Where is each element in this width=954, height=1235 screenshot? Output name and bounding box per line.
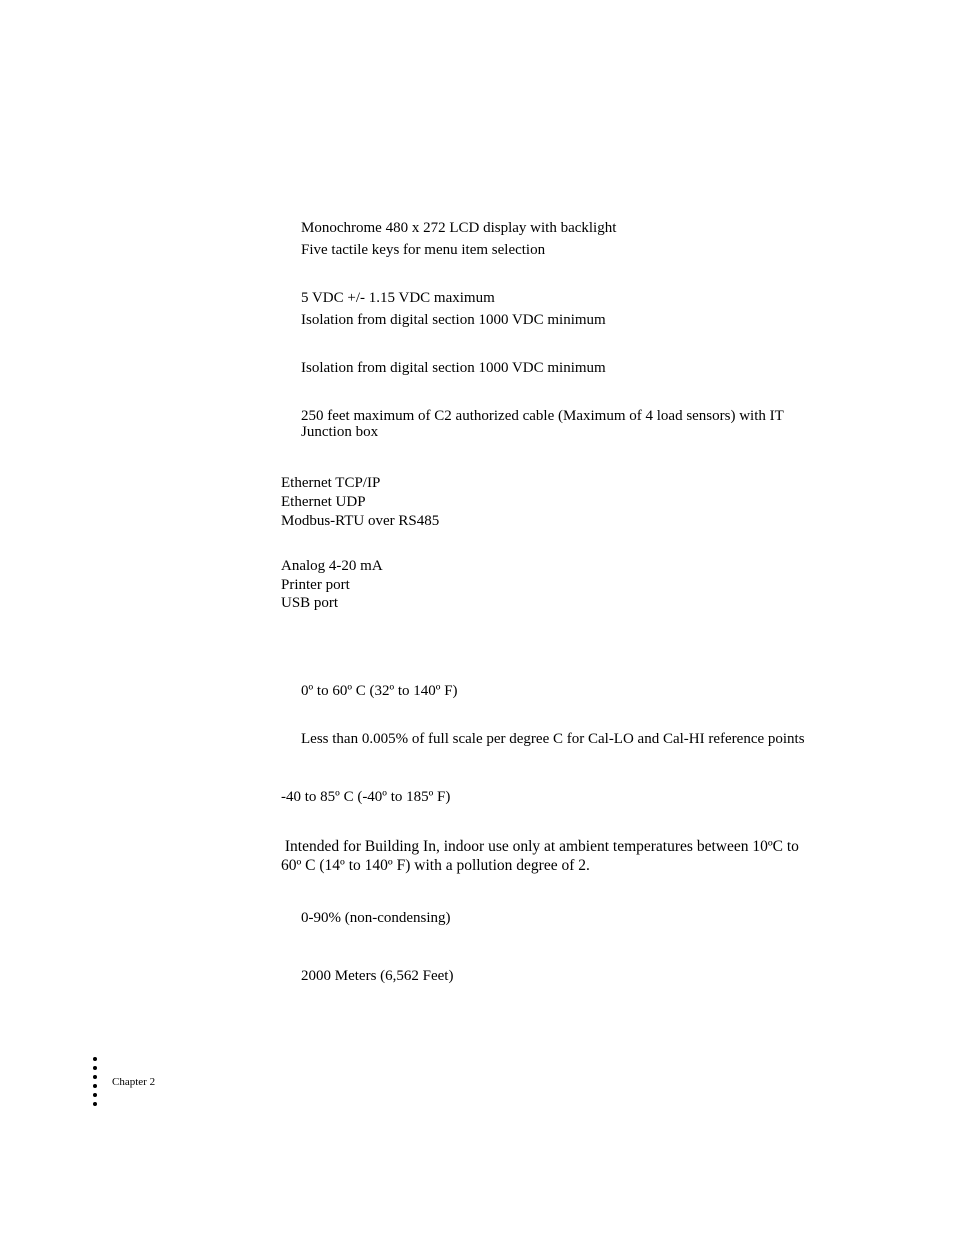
footer-dot <box>93 1084 97 1088</box>
comm-item: Ethernet TCP/IP <box>281 475 381 491</box>
excitation-isolation-line: Isolation from digital section 1000 VDC minimum <box>301 312 606 328</box>
option-item: USB port <box>281 595 339 611</box>
comm-item: Modbus-RTU over RS485 <box>281 513 440 529</box>
environmental-note-line: Intended for Building In, indoor use only at ambient temperatures between 10ºC to <box>281 838 799 855</box>
environmental-note-line-continued: 60º C (14º to 140º F) with a pollution degree of 2. <box>281 857 590 874</box>
storage-temperature-line: -40 to 85º C (-40º to 185º F) <box>281 789 451 805</box>
cable-length-line-continued: Junction box <box>301 424 379 440</box>
operating-temperature-line: 0º to 60º C (32º to 140º F) <box>301 683 458 699</box>
option-item: Analog 4-20 mA <box>281 558 383 574</box>
humidity-line: 0-90% (non-condensing) <box>301 910 451 926</box>
footer-dot-column <box>93 1057 98 1109</box>
footer-chapter-label: Chapter 2 <box>112 1076 156 1088</box>
footer-dot <box>93 1102 97 1106</box>
isolation-line: Isolation from digital section 1000 VDC minimum <box>301 360 606 376</box>
footer-dot <box>93 1093 97 1097</box>
footer-dot <box>93 1057 97 1061</box>
excitation-voltage-line: 5 VDC +/- 1.15 VDC maximum <box>301 290 495 306</box>
temperature-coefficient-line: Less than 0.005% of full scale per degree C for Cal-LO and Cal-HI reference points <box>301 731 805 747</box>
footer-dot <box>93 1075 97 1079</box>
footer-dot <box>93 1066 97 1070</box>
comm-item: Ethernet UDP <box>281 494 366 510</box>
cable-length-line: 250 feet maximum of C2 authorized cable (Maximum of 4 load sensors) with IT <box>301 408 784 424</box>
keys-spec-line: Five tactile keys for menu item selection <box>301 242 546 258</box>
option-item: Printer port <box>281 577 350 593</box>
altitude-line: 2000 Meters (6,562 Feet) <box>301 968 454 984</box>
display-spec-line: Monochrome 480 x 272 LCD display with backlight <box>301 220 617 236</box>
